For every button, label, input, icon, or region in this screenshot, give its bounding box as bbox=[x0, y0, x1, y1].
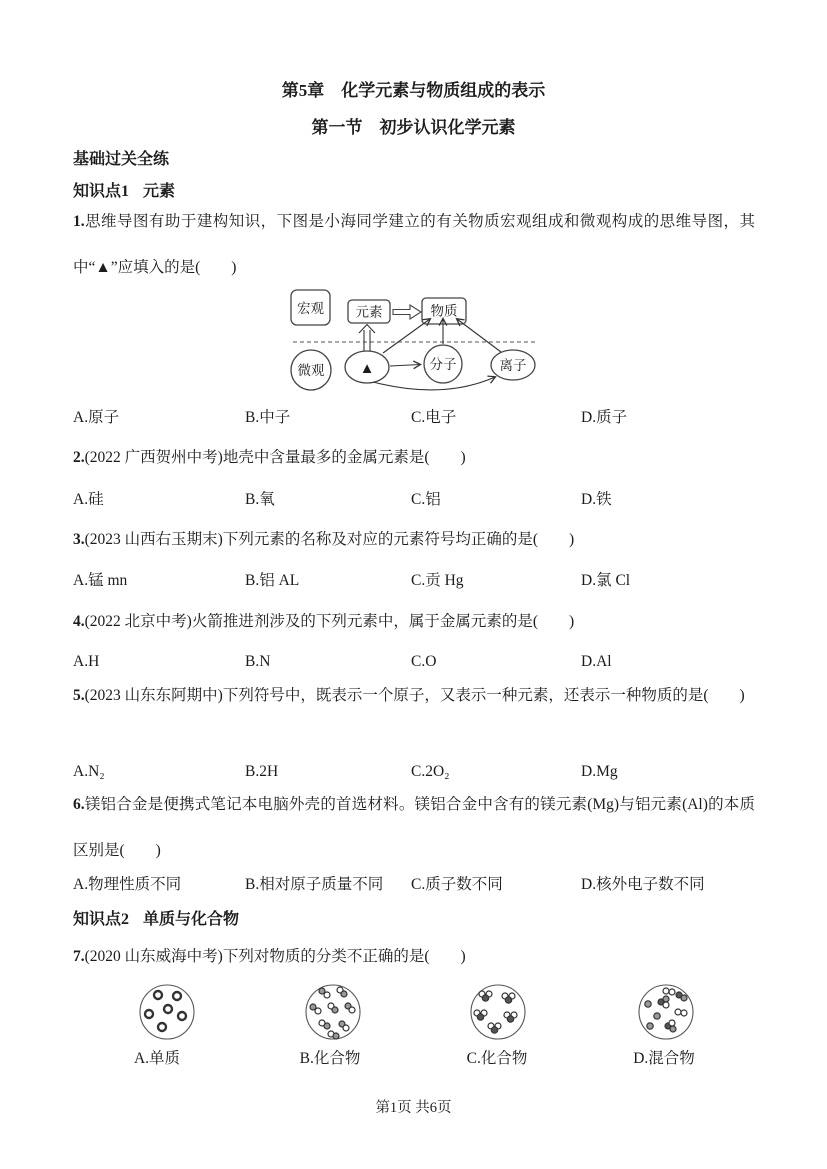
option: B.铝 AL bbox=[245, 572, 300, 589]
question-2-options bbox=[73, 490, 773, 510]
option: C.化合物 bbox=[466, 1050, 528, 1067]
option: B.2H bbox=[245, 763, 279, 780]
substance-diagram-d-mixture bbox=[635, 982, 697, 1044]
macro-label: 宏观 bbox=[297, 301, 324, 316]
knowledge-point-2-label: 知识点2 bbox=[73, 911, 130, 928]
option: B.中子 bbox=[245, 409, 291, 426]
question-3-number: 3. bbox=[73, 531, 85, 548]
placeholder-to-element-arrow bbox=[359, 325, 375, 352]
knowledge-point-1-label: 知识点1 bbox=[73, 183, 130, 200]
question-4-text bbox=[73, 612, 755, 632]
question-3-text bbox=[73, 530, 755, 550]
placeholder-to-substance-arrow bbox=[383, 319, 430, 353]
question-1-body: 思维导图有助于建构知识，下图是小海同学建立的有关物质宏观组成和微观构成的思维导图，其中“▲”应填入的是( ) bbox=[73, 213, 755, 276]
question-7-number: 7. bbox=[73, 948, 85, 965]
option: A.N₂ bbox=[73, 763, 105, 780]
substance-diagram-b-compound bbox=[302, 982, 364, 1044]
option: C.贡 Hg bbox=[411, 572, 464, 589]
ion-to-substance-arrow bbox=[457, 319, 501, 352]
element-to-substance-arrow bbox=[393, 305, 421, 319]
question-1-number: 1. bbox=[73, 213, 85, 230]
element-label: 元素 bbox=[355, 304, 383, 320]
option: C.铝 bbox=[411, 491, 441, 508]
question-4-options bbox=[73, 652, 773, 672]
question-1-options bbox=[73, 408, 773, 428]
question-2-body: (2022 广西贺州中考)地壳中含量最多的金属元素是( ) bbox=[84, 449, 466, 466]
page-number: 第1页 共6页 bbox=[375, 1100, 452, 1116]
option: A.锰 mn bbox=[73, 572, 128, 589]
option: A.H bbox=[73, 653, 100, 670]
option: C.电子 bbox=[411, 409, 457, 426]
option: A.原子 bbox=[73, 409, 120, 426]
question-2-text bbox=[73, 448, 755, 468]
knowledge-point-2-title: 单质与化合物 bbox=[143, 911, 240, 928]
question-5-body: (2023 山东东阿期中)下列符号中，既表示一个原子，又表示一种元素，还表示一种物质的是( ) bbox=[84, 687, 745, 704]
micro-label: 微观 bbox=[297, 363, 325, 378]
placeholder-to-ion-arrow bbox=[373, 377, 495, 390]
option: C.O bbox=[411, 653, 437, 670]
question-5-options bbox=[73, 762, 773, 782]
option: D.核外电子数不同 bbox=[581, 876, 705, 893]
substance-label: 物质 bbox=[430, 303, 458, 319]
question-5-number: 5. bbox=[73, 687, 85, 704]
option: B.相对原子质量不同 bbox=[245, 876, 384, 893]
knowledge-point-2 bbox=[73, 906, 239, 929]
question-6-number: 6. bbox=[73, 796, 85, 813]
question-3-body: (2023 山西右玉期末)下列元素的名称及对应的元素符号均正确的是( ) bbox=[84, 531, 575, 548]
substance-diagram-c-compound bbox=[467, 982, 529, 1044]
question-4-number: 4. bbox=[73, 613, 85, 630]
option: B.N bbox=[245, 653, 271, 670]
option: B.氧 bbox=[245, 491, 275, 508]
question-4-body: (2022 北京中考)火箭推进剂涉及的下列元素中，属于金属元素的是( ) bbox=[84, 613, 575, 630]
option: D.质子 bbox=[581, 409, 628, 426]
question-6-text bbox=[73, 782, 755, 874]
question-1-text bbox=[73, 199, 755, 291]
option: D.Mg bbox=[581, 763, 618, 780]
practice-header: 基础过关全练 bbox=[73, 151, 170, 168]
option: D.混合物 bbox=[633, 1050, 695, 1067]
option: A.硅 bbox=[73, 491, 104, 508]
ion-label: 离子 bbox=[499, 358, 527, 373]
question-3-options bbox=[73, 571, 773, 591]
option: B.化合物 bbox=[299, 1050, 361, 1067]
question-7-text bbox=[73, 947, 755, 967]
question-6-body: 镁铝合金是便携式笔记本电脑外壳的首选材料。镁铝合金中含有的镁元素(Mg)与铝元素(Al)的本质区别是( ) bbox=[73, 796, 755, 859]
question-6-options bbox=[73, 875, 773, 895]
question-5-text bbox=[73, 673, 755, 719]
substance-diagram-a-element bbox=[136, 982, 198, 1044]
question-2-number: 2. bbox=[73, 449, 85, 466]
mindmap-diagram bbox=[283, 288, 545, 402]
molecule-label: 分子 bbox=[429, 357, 457, 372]
option: A.单质 bbox=[133, 1050, 181, 1067]
option: D.氯 Cl bbox=[581, 572, 631, 589]
knowledge-point-1 bbox=[73, 178, 175, 201]
knowledge-point-1-title: 元素 bbox=[143, 183, 176, 200]
chapter-title: 第5章 化学元素与物质组成的表示 bbox=[281, 81, 546, 100]
section-title: 第一节 初步认识化学元素 bbox=[311, 118, 516, 137]
option: A.物理性质不同 bbox=[73, 876, 182, 893]
option: D.铁 bbox=[581, 491, 612, 508]
question-7-body: (2020 山东威海中考)下列对物质的分类不正确的是( ) bbox=[84, 948, 466, 965]
option: C.2O₂ bbox=[411, 763, 450, 780]
placeholder-to-molecule-arrow bbox=[390, 365, 420, 367]
placeholder-triangle: ▲ bbox=[359, 361, 375, 377]
option: C.质子数不同 bbox=[411, 876, 503, 893]
option: D.Al bbox=[581, 653, 612, 670]
